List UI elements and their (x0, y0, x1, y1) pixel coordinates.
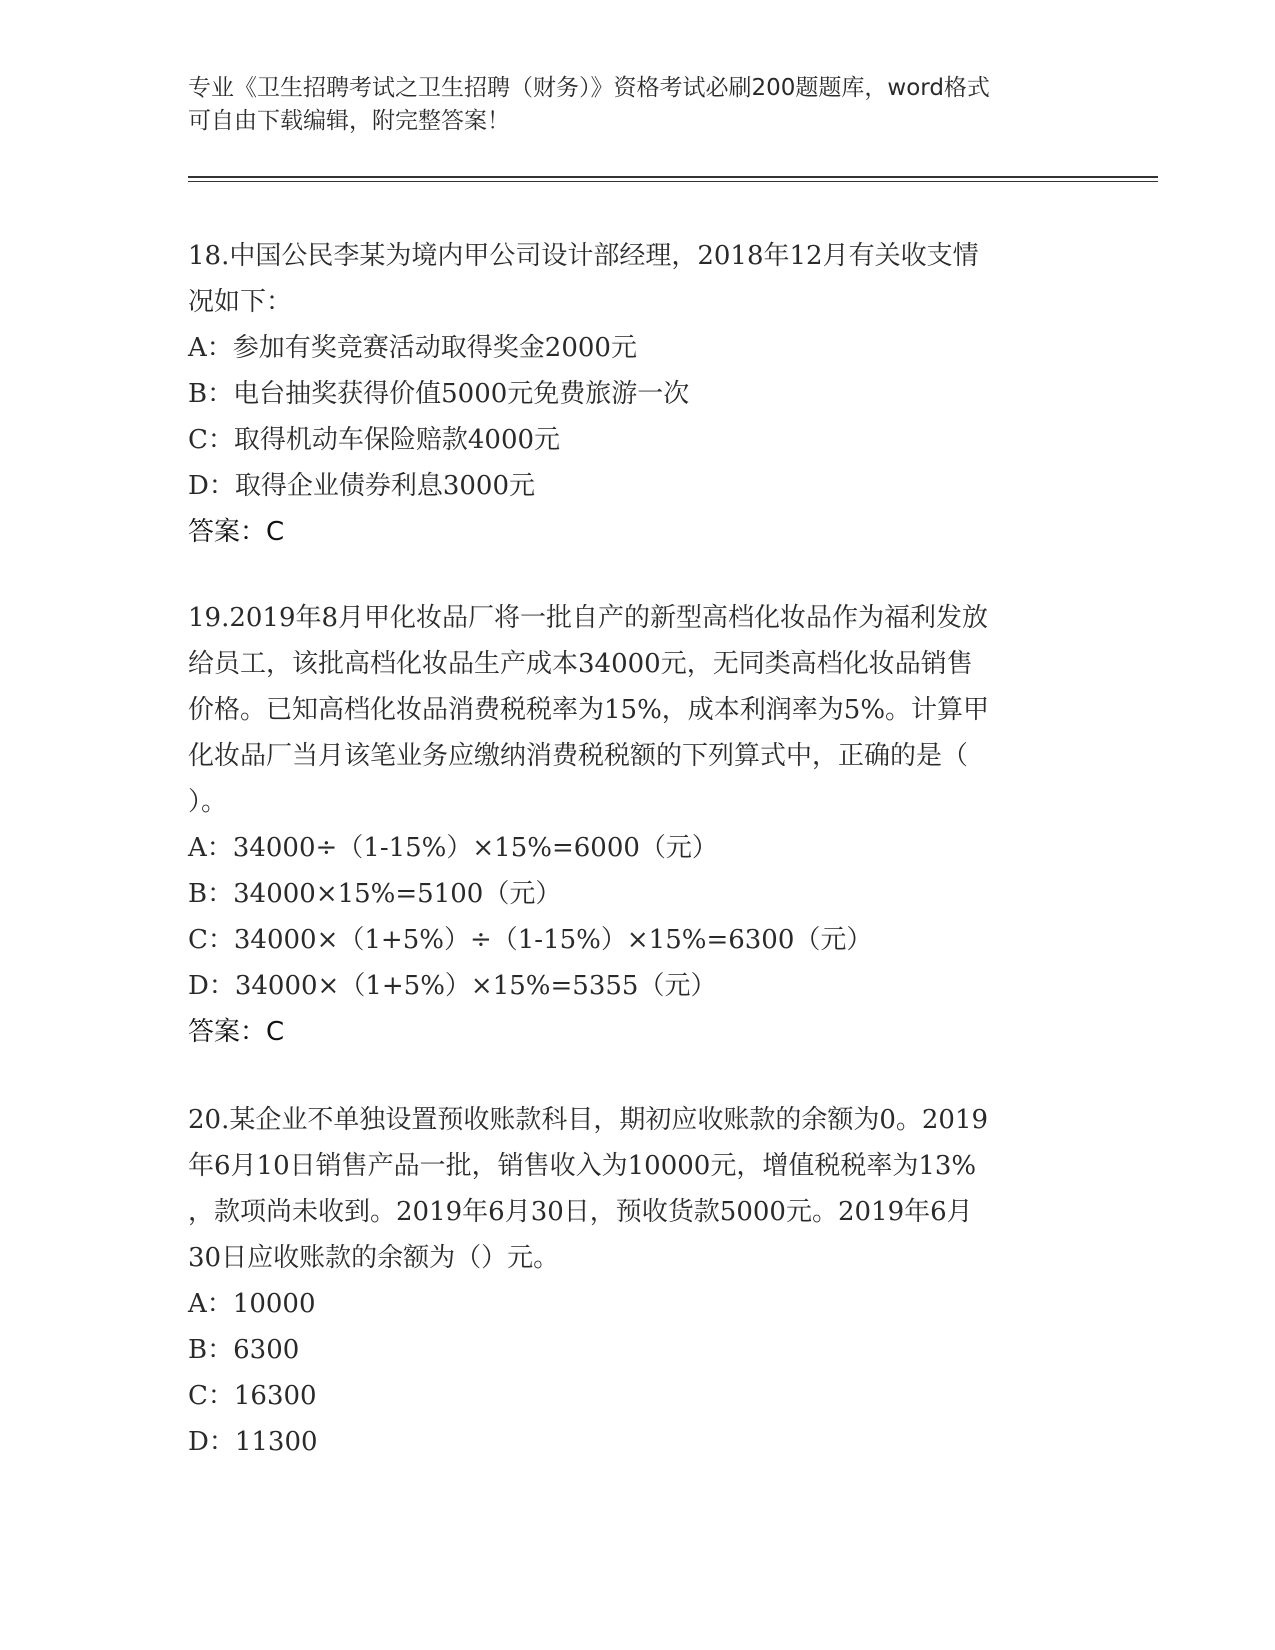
option-d: D：11300 (188, 1427, 318, 1457)
option-a: A：10000 (188, 1289, 316, 1319)
header-divider-thick (188, 176, 1158, 178)
option-d: D：34000×（1+5%）×15%=5355（元） (188, 971, 717, 1001)
header-line-2: 可自由下载编辑，附完整答案！ (188, 108, 510, 134)
question-stem-line: ，款项尚未收到。2019年6月30日，预收货款5000元。2019年6月 (188, 1197, 973, 1227)
header-line-1: 专业《卫生招聘考试之卫生招聘（财务）》资格考试必刷200题题库，word格式 (188, 75, 990, 101)
question-stem-line: 化妆品厂当月该笔业务应缴纳消费税税额的下列算式中，正确的是（ (188, 741, 969, 771)
document-header (188, 72, 1068, 138)
option-b: B：电台抽奖获得价值5000元免费旅游一次 (188, 379, 690, 409)
option-c: C：取得机动车保险赔款4000元 (188, 425, 561, 455)
question-stem-line: 况如下： (188, 287, 293, 317)
header-divider-thin (188, 181, 1158, 182)
option-c: C：34000×（1+5%）÷（1-15%）×15%=6300（元） (188, 925, 873, 955)
answer-line: 答案：C (188, 517, 285, 547)
option-c: C：16300 (188, 1381, 317, 1411)
option-a: A：34000÷（1-15%）×15%=6000（元） (188, 833, 718, 863)
option-b: B：6300 (188, 1335, 300, 1365)
option-b: B：34000×15%=5100（元） (188, 879, 562, 909)
question-stem-line: 18.中国公民李某为境内甲公司设计部经理，2018年12月有关收支情 (188, 241, 979, 271)
question-stem-line: 30日应收账款的余额为（）元。 (188, 1243, 560, 1273)
answer-line: 答案：C (188, 1017, 285, 1047)
question-stem-line: ）。 (188, 787, 228, 817)
question-stem-line: 价格。已知高档化妆品消费税税率为15%，成本利润率为5%。计算甲 (188, 695, 990, 725)
question-stem-line: 年6月10日销售产品一批，销售收入为10000元，增值税税率为13% (188, 1151, 977, 1181)
question-stem-line: 19.2019年8月甲化妆品厂将一批自产的新型高档化妆品作为福利发放 (188, 603, 989, 633)
option-a: A：参加有奖竞赛活动取得奖金2000元 (188, 333, 637, 363)
option-d: D：取得企业债券利息3000元 (188, 471, 536, 501)
question-18 (188, 233, 1088, 555)
question-19 (188, 595, 1088, 1055)
question-20 (188, 1097, 1088, 1465)
question-stem-line: 给员工，该批高档化妆品生产成本34000元，无同类高档化妆品销售 (188, 649, 973, 679)
question-stem-line: 20.某企业不单独设置预收账款科目，期初应收账款的余额为0。2019 (188, 1105, 989, 1135)
